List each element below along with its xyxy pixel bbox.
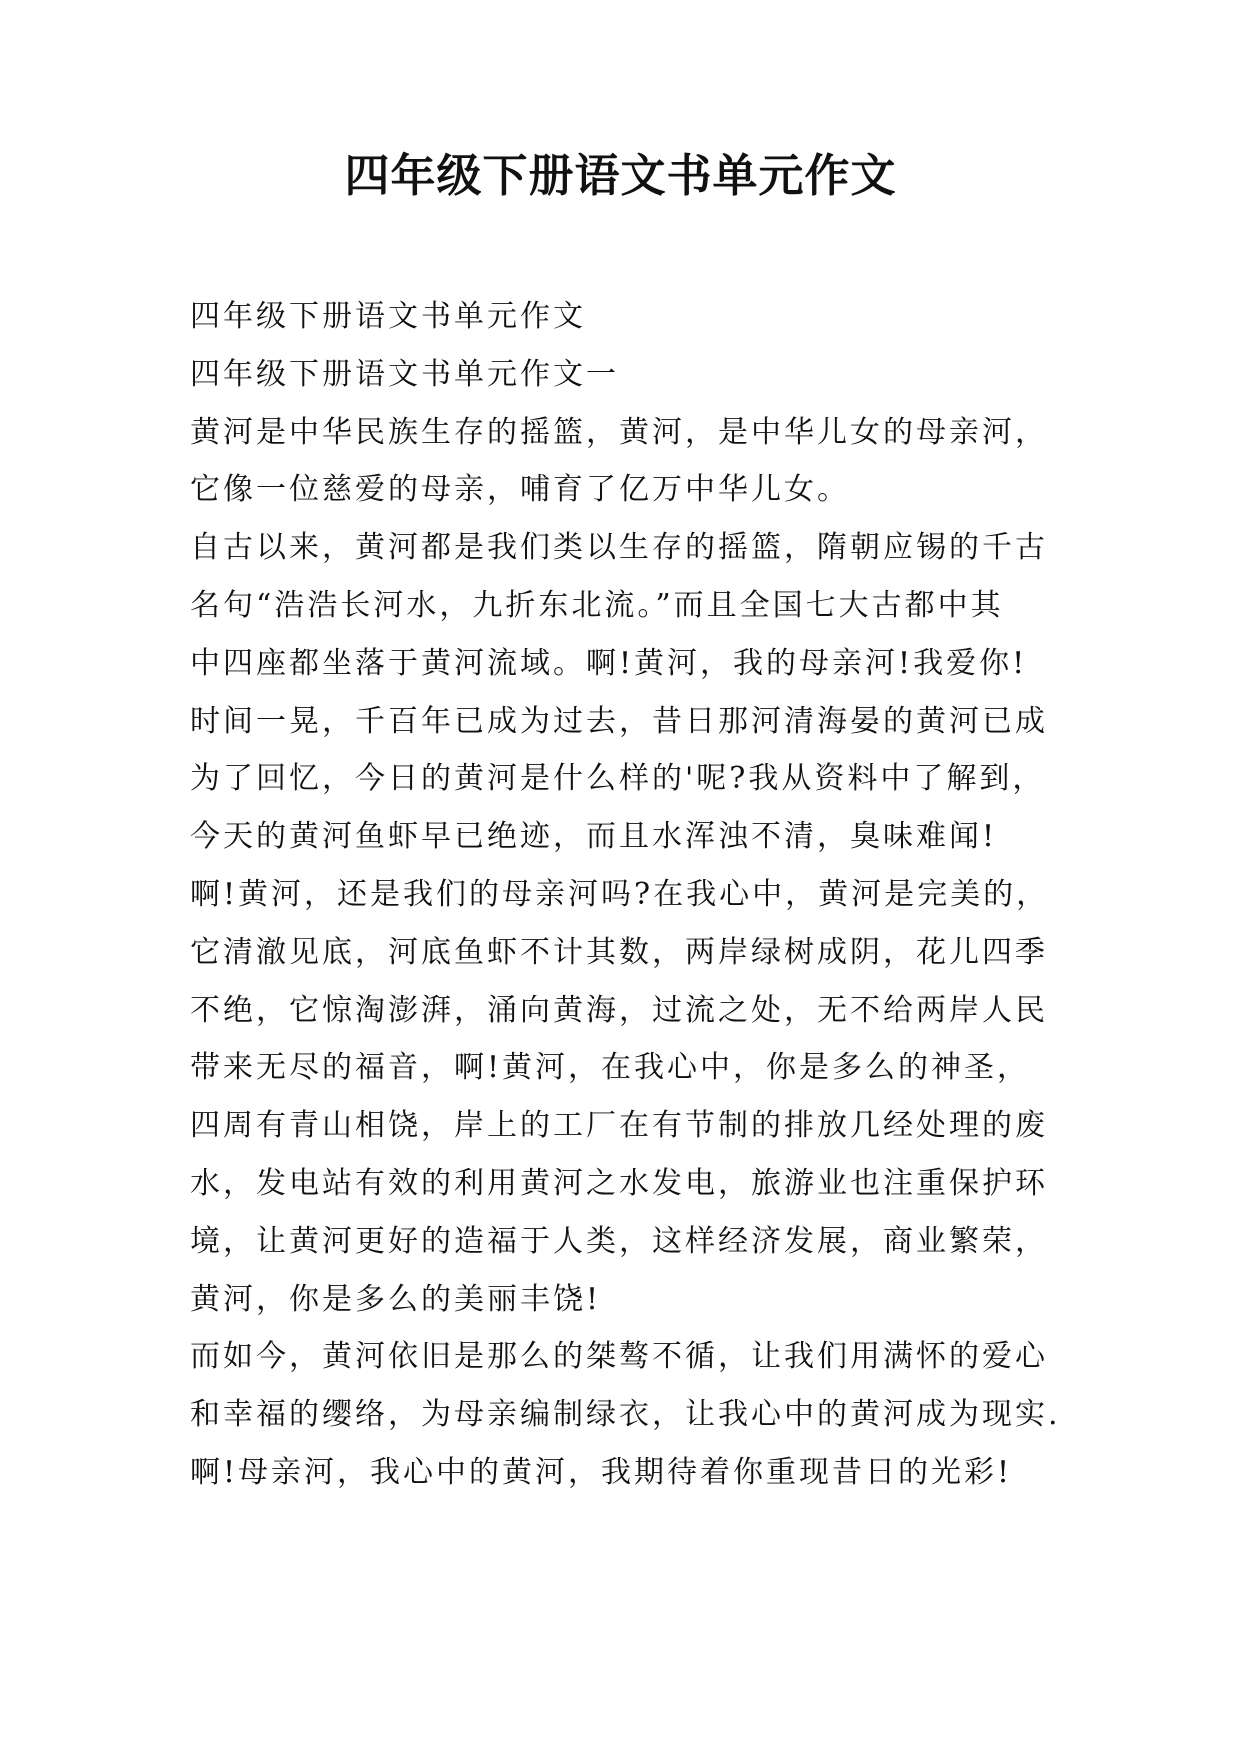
text-line: 四周有青山相饶，岸上的工厂在有节制的排放几经处理的废	[190, 1108, 1048, 1144]
text-line: 今天的黄河鱼虾早已绝迹，而且水浑浊不清，臭味难闻!	[190, 819, 998, 855]
document-title: 四年级下册语文书单元作文	[344, 149, 897, 202]
text-line: 名句“浩浩长河水，九折东北流。”而且全国七大古都中其	[190, 587, 1004, 623]
text-line: 为了回忆，今日的黄河是什么样的'呢?我从资料中了解到，	[190, 761, 1046, 797]
text-line: 和幸福的缨络，为母亲编制绿衣，让我心中的黄河成为现实.	[190, 1397, 1061, 1433]
text-line: 它像一位慈爱的母亲，哺育了亿万中华儿女。	[190, 472, 850, 508]
text-line: 黄河，你是多么的美丽丰饶!	[190, 1281, 602, 1317]
text-line: 时间一晃，千百年已成为过去，昔日那河清海晏的黄河已成	[190, 703, 1048, 739]
text-line: 四年级下册语文书单元作文一	[190, 356, 619, 392]
text-line: 四年级下册语文书单元作文	[190, 299, 586, 334]
text-line: 它清澈见底，河底鱼虾不计其数，两岸绿树成阴，花儿四季	[190, 934, 1048, 970]
text-line: 水，发电站有效的利用黄河之水发电，旅游业也注重保护环	[190, 1165, 1048, 1201]
text-line: 境，让黄河更好的造福于人类，这样经济发展，商业繁荣，	[190, 1223, 1048, 1259]
text-line: 啊!黄河，还是我们的母亲河吗?在我心中，黄河是完美的，	[190, 876, 1050, 912]
text-line: 而如今，黄河依旧是那么的桀骜不循，让我们用满怀的爱心	[190, 1339, 1048, 1375]
text-line: 黄河是中华民族生存的摇篮，黄河，是中华儿女的母亲河，	[190, 414, 1048, 450]
document-body	[190, 288, 1070, 1502]
text-line: 带来无尽的福音，啊!黄河，在我心中，你是多么的神圣，	[190, 1050, 1031, 1086]
text-line: 啊!母亲河，我心中的黄河，我期待着你重现昔日的光彩!	[190, 1454, 1013, 1490]
text-line: 自古以来，黄河都是我们类以生存的摇篮，隋朝应锡的千古	[190, 530, 1048, 566]
text-line: 不绝，它惊淘澎湃，涌向黄海，过流之处，无不给两岸人民	[190, 992, 1048, 1028]
text-line: 中四座都坐落于黄河流域。啊!黄河，我的母亲河!我爱你!	[190, 645, 1028, 681]
